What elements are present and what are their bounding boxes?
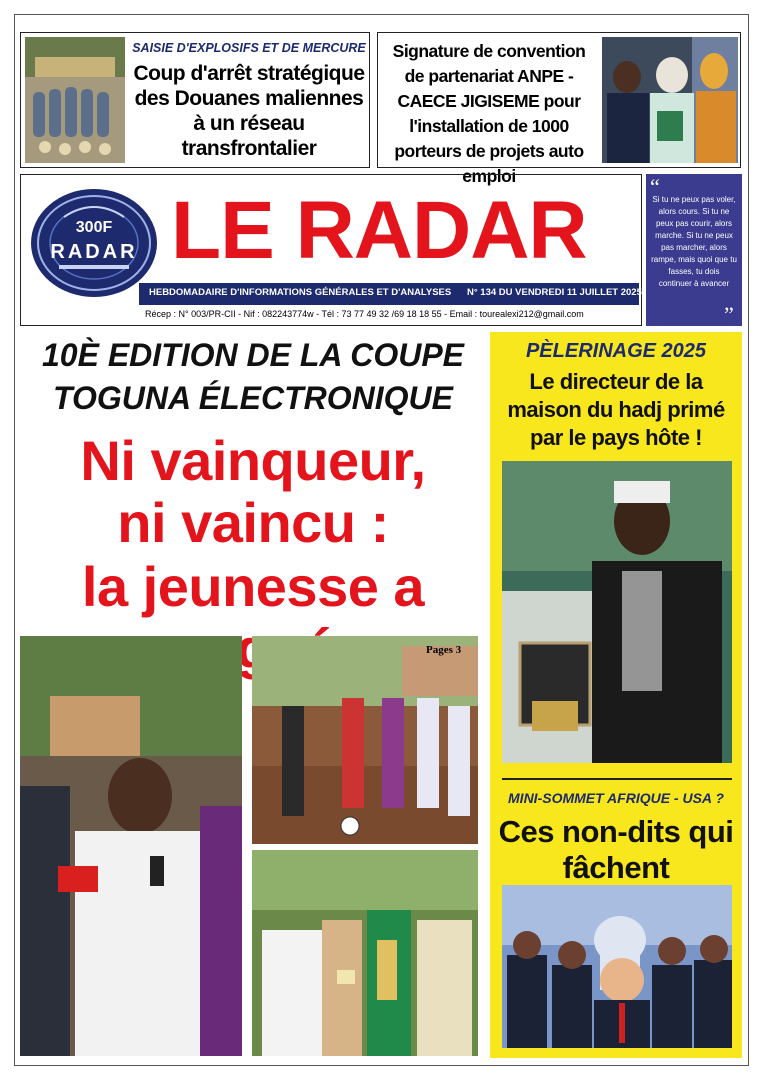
- teaser-headline: Coup d'arrêt stratégique des Douanes maliennes à un réseau transfrontalier: [133, 62, 365, 160]
- teaser-explosifs[interactable]: [20, 32, 370, 168]
- lead-kicker-1: 10È EDITION DE LA COUPE: [42, 337, 464, 373]
- sidebar-kicker-2: MINI-SOMMET AFRIQUE - USA ?: [508, 790, 724, 806]
- logo-price: 300F: [75, 219, 113, 236]
- quote-text: Si tu ne peux pas voler, alors cours. Si tu ne peux pas courir, alors marche. Si tu ne peux pas marcher, alors rampe, mais quoi que tu fasses, tu dois continuer à avancer: [651, 195, 737, 288]
- teaser-anpe[interactable]: [377, 32, 741, 186]
- pages-reference: Pages 3: [426, 644, 462, 656]
- trophy-ceremony-photo: [252, 850, 478, 1056]
- sidebar-divider: [502, 778, 732, 780]
- lead-headline-1: Ni vainqueur,: [80, 429, 426, 492]
- quote-box: [646, 174, 742, 326]
- interview-photo: [20, 636, 242, 1056]
- sidebar-kicker: PÈLERINAGE 2025: [525, 340, 707, 362]
- hadj-director-photo: [502, 461, 732, 763]
- football-kickoff-photo: [252, 636, 478, 844]
- teaser-kicker: SAISIE D'EXPLOSIFS ET DE MERCURE: [132, 41, 366, 55]
- newspaper-title: LE RADAR: [171, 185, 587, 276]
- contact-info: Récep : N° 003/PR-CII - Nif : 082243774w - Tél : 73 77 49 32 /69 18 18 55 - Email : tourealexi212@gmail.com: [145, 309, 584, 319]
- lead-kicker-2: TOGUNA ÉLECTRONIQUE: [52, 380, 453, 416]
- quote-close-icon: ”: [724, 302, 734, 327]
- summit-leaders-photo: [502, 885, 732, 1048]
- seized-bottles-photo: [25, 37, 125, 163]
- issue-info: N° 134 DU VENDREDI 11 JUILLET 2025: [467, 287, 642, 298]
- lead-headline-2: ni vaincu :: [117, 491, 389, 554]
- logo-text: RADAR: [50, 241, 138, 263]
- lead-headline-3: la jeunesse a: [81, 555, 425, 618]
- sidebar-headline-2[interactable]: Ces non-dits qui fâchent: [498, 814, 734, 885]
- quote-open-icon: “: [650, 174, 660, 199]
- sidebar-headline[interactable]: Le directeur de la maison du hadj primé par le pays hôte !: [507, 369, 725, 450]
- teaser-anpe-headline: Signature de convention de partenariat ANPE -CAECE JIGISEME pour l'installation de 1000 porteurs de projets auto emploi: [392, 41, 586, 186]
- masthead: [20, 174, 642, 326]
- tagline: HEBDOMADAIRE D'INFORMATIONS GÉNÉRALES ET D'ANALYSES: [149, 287, 452, 298]
- signing-ceremony-photo: [602, 37, 738, 163]
